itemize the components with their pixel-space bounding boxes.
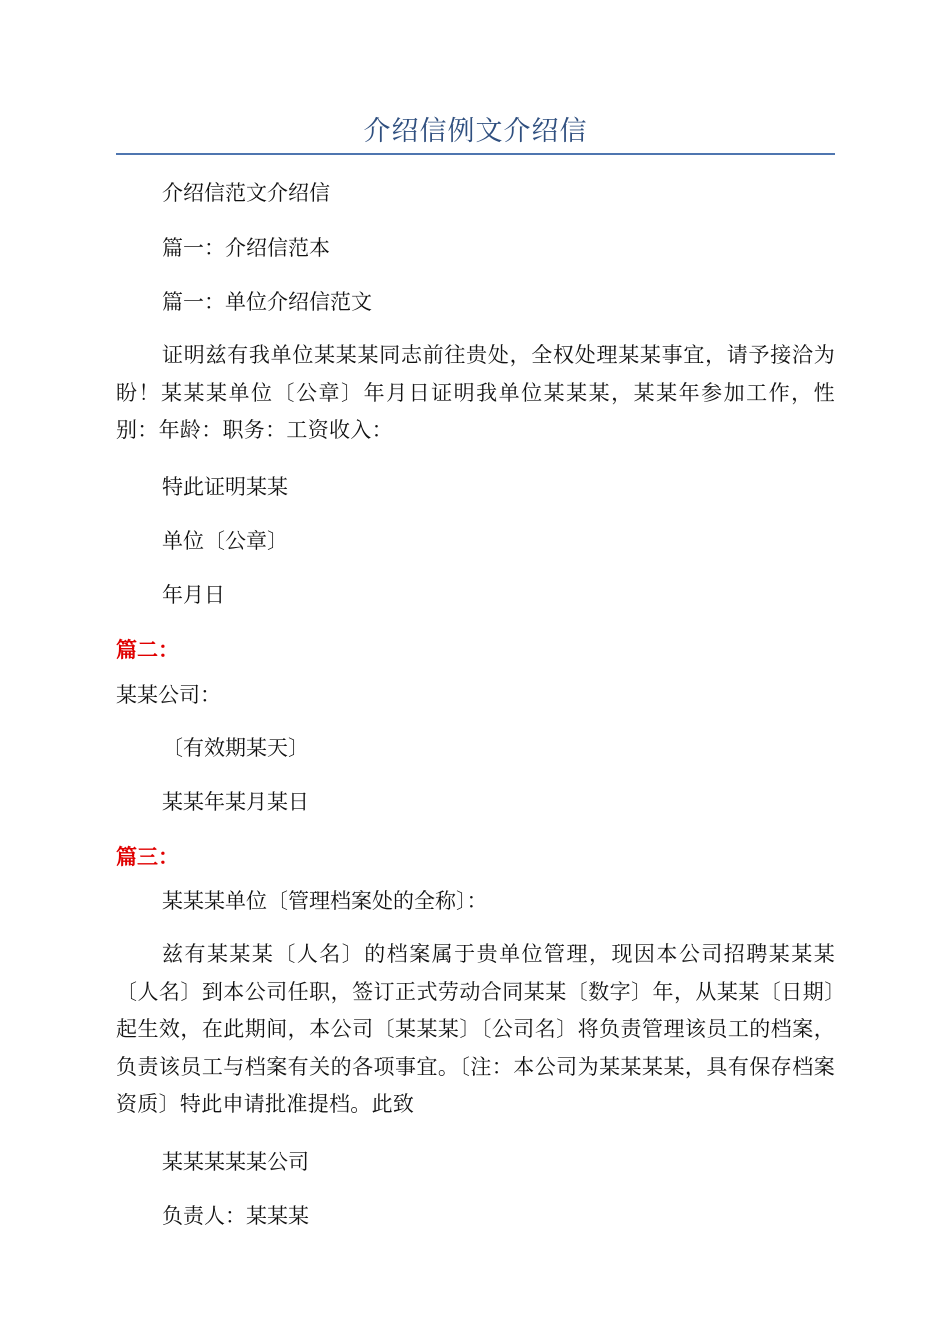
signature-company-line: 某某某某某公司 <box>162 1150 309 1174</box>
date-line-1: 年月日 <box>162 583 225 607</box>
validity-line: 〔有效期某天〕 <box>162 736 309 760</box>
subtitle-line: 介绍信范文介绍信 <box>162 181 330 205</box>
title-underline <box>116 153 835 155</box>
archive-paragraph: 兹有某某某〔人名〕的档案属于贵单位管理，现因本公司招聘某某某〔人名〕到本公司任职，签订正式劳动合同某某〔数字〕年，从某某〔日期〕起生效，在此期间，本公司〔某某某〕〔公司名〕将负责管理该员工的档案，负责该员工与档案有关的各项事宜。〔注：本公司为某某某某，具有保存档案资质〕特此申请批准提档。此致 <box>116 942 835 1116</box>
special-proof-line: 特此证明某某 <box>162 475 288 499</box>
part1-subtitle-line: 篇一：单位介绍信范文 <box>162 290 372 314</box>
document-title: 介绍信例文介绍信 <box>363 116 588 147</box>
proof-paragraph: 证明兹有我单位某某某同志前往贵处，全权处理某某事宜，请予接洽为盼！某某某单位〔公章〕年月日证明我单位某某某，某某年参加工作，性别：年龄：职务：工资收入： <box>116 343 835 442</box>
unit-seal-line: 单位〔公章〕 <box>162 529 288 553</box>
responsible-person-line: 负责人：某某某 <box>162 1204 309 1228</box>
section-heading-2: 篇二： <box>116 638 179 662</box>
section-heading-3: 篇三： <box>116 845 179 869</box>
company-salutation-line: 某某公司： <box>116 683 221 707</box>
part1-title-line: 篇一：介绍信范本 <box>162 236 330 260</box>
date-line-2: 某某年某月某日 <box>162 790 309 814</box>
archive-unit-line: 某某某单位〔管理档案处的全称〕： <box>162 889 488 913</box>
